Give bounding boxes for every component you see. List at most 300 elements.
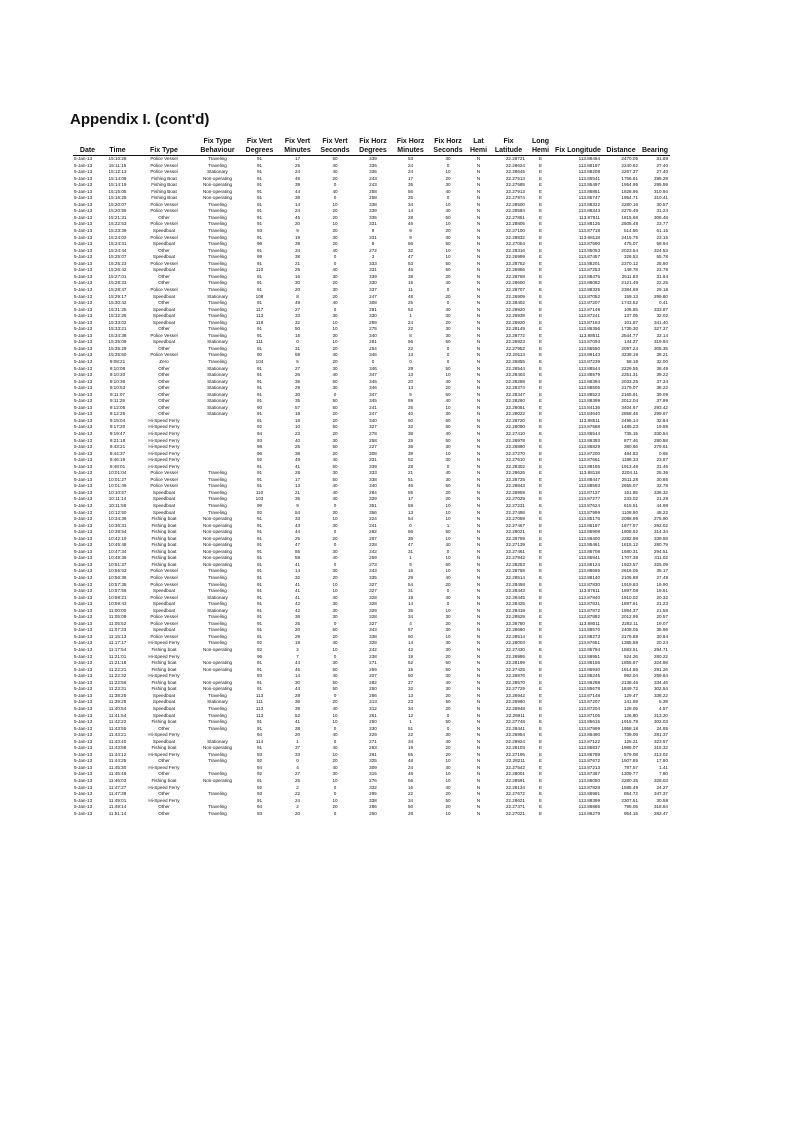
table-cell: 11:45:30 bbox=[108, 764, 127, 770]
table-cell: 30 bbox=[294, 679, 301, 685]
table-cell: 10:45:48 bbox=[108, 542, 127, 548]
table-cell: 286 bbox=[369, 692, 377, 698]
table-cell: 5-Jan-13 bbox=[74, 214, 93, 220]
table-cell: 5-Jan-13 bbox=[74, 516, 93, 522]
table-cell: 50 bbox=[332, 463, 338, 469]
table-row bbox=[73, 182, 670, 189]
table-cell: E bbox=[538, 385, 543, 391]
table-cell: 11:00:00 bbox=[108, 607, 127, 613]
table-cell: 2267.37 bbox=[621, 169, 638, 175]
table-cell: Traveling bbox=[208, 345, 227, 351]
table-cell: 333 bbox=[369, 260, 377, 266]
table-cell: 1808.62 bbox=[621, 529, 638, 535]
table-cell: 281 bbox=[369, 306, 377, 312]
table-cell: 50 bbox=[445, 660, 451, 666]
table-cell: 5-Jan-13 bbox=[74, 640, 93, 646]
table-cell: 91 bbox=[256, 542, 263, 548]
table-cell: 5-Jan-13 bbox=[74, 378, 93, 384]
table-cell: 35.17 bbox=[656, 568, 668, 574]
table-cell: N bbox=[476, 503, 481, 508]
table-cell: 125.21 bbox=[623, 738, 638, 744]
table-cell: 159.13 bbox=[623, 293, 638, 299]
table-cell: 293.42 bbox=[653, 404, 668, 410]
table-cell: Traveling bbox=[208, 751, 227, 757]
table-cell: N bbox=[476, 332, 481, 338]
table-cell: 579.08 bbox=[623, 751, 638, 757]
table-cell: E bbox=[538, 764, 543, 770]
table-cell: 31.64 bbox=[656, 273, 668, 279]
table-cell: 117 bbox=[255, 306, 264, 312]
table-cell: N bbox=[476, 699, 481, 705]
table-cell: 32 bbox=[294, 319, 301, 325]
table-cell: 32.84 bbox=[656, 417, 668, 423]
table-cell: 0 bbox=[446, 162, 450, 168]
table-cell: 1.41 bbox=[659, 764, 668, 770]
table-cell: 113 bbox=[255, 705, 264, 711]
table-row bbox=[73, 647, 670, 654]
table-cell: 22.28090 bbox=[505, 424, 525, 430]
table-cell: 271 bbox=[369, 660, 377, 666]
table-cell: 15:29:17 bbox=[108, 293, 127, 299]
table-cell: 50 bbox=[445, 529, 451, 535]
table-cell: 21 bbox=[294, 489, 301, 495]
table-cell: 21.29 bbox=[656, 496, 668, 502]
table-cell: N bbox=[476, 326, 481, 332]
table-row bbox=[73, 254, 670, 261]
table-cell: Police Vessel bbox=[150, 575, 178, 581]
table-cell: N bbox=[476, 365, 481, 371]
table-cell: 5-Jan-13 bbox=[74, 267, 93, 273]
table-cell: 10:59:43 bbox=[108, 601, 127, 607]
table-cell: Speedboat bbox=[152, 339, 176, 345]
table-cell: 5-Jan-13 bbox=[74, 607, 93, 613]
table-cell: 15:25:23 bbox=[108, 260, 127, 266]
table-cell: 8 bbox=[296, 293, 299, 299]
table-cell: 48 bbox=[407, 293, 414, 299]
table-cell: 11:45:46 bbox=[108, 771, 127, 777]
table-cell: 32 bbox=[407, 686, 414, 692]
table-cell: 113.86400 bbox=[578, 535, 600, 541]
table-cell: N bbox=[476, 568, 481, 574]
table-cell: 91 bbox=[256, 483, 263, 489]
table-cell: 263 bbox=[369, 745, 377, 751]
table-cell: 308 bbox=[369, 300, 377, 306]
table-cell: 50 bbox=[445, 339, 451, 345]
table-cell: 91 bbox=[256, 378, 263, 384]
table-cell: 22 bbox=[407, 326, 414, 332]
table-cell: 1 bbox=[409, 719, 412, 725]
table-cell: 27.49 bbox=[656, 575, 668, 581]
table-cell: N bbox=[476, 666, 481, 672]
table-cell: 258 bbox=[369, 437, 377, 443]
table-cell: 20 bbox=[445, 228, 451, 234]
table-cell: 2138.46 bbox=[621, 679, 638, 685]
table-cell: E bbox=[538, 548, 543, 554]
table-cell: 271 bbox=[369, 738, 377, 744]
table-cell: 113.85245 bbox=[578, 673, 600, 679]
table-cell: 11 bbox=[408, 286, 413, 292]
table-cell: 91 bbox=[256, 516, 263, 522]
table-cell: 40 bbox=[332, 352, 338, 358]
table-cell: 2307.51 bbox=[621, 797, 638, 803]
table-cell: N bbox=[476, 358, 481, 364]
table-cell: Non-operating bbox=[202, 679, 233, 685]
table-cell: 41 bbox=[294, 463, 301, 469]
table-row bbox=[73, 438, 670, 445]
table-cell: Police Vessel bbox=[150, 483, 178, 489]
table-cell: Police Vessel bbox=[150, 332, 178, 338]
table-cell: 5-Jan-13 bbox=[74, 404, 93, 410]
table-row bbox=[73, 608, 670, 615]
table-cell: 50 bbox=[332, 444, 338, 450]
table-cell: 33 bbox=[294, 313, 301, 319]
table-cell: 2280.16 bbox=[621, 201, 638, 207]
table-cell: 22.26954 bbox=[505, 732, 525, 738]
table-cell: 22.27952 bbox=[505, 345, 525, 351]
table-cell: Traveling bbox=[208, 470, 227, 476]
table-cell: 50 bbox=[332, 156, 338, 162]
table-cell: Traveling bbox=[208, 476, 227, 482]
table-cell: E bbox=[538, 535, 543, 541]
table-cell: Traveling bbox=[208, 614, 227, 620]
table-cell: E bbox=[538, 771, 543, 777]
table-cell: N bbox=[476, 476, 481, 482]
table-cell: N bbox=[476, 306, 481, 312]
table-cell: 278 bbox=[369, 430, 377, 436]
table-cell: 20 bbox=[332, 450, 338, 456]
table-cell: N bbox=[476, 345, 481, 351]
table-cell: 5-Jan-13 bbox=[74, 614, 93, 620]
table-cell: 29 bbox=[294, 633, 301, 639]
table-cell: E bbox=[538, 156, 543, 162]
table-cell: 36 bbox=[294, 614, 301, 620]
table-cell: 13 bbox=[407, 385, 414, 391]
table-cell: 11:43:58 bbox=[108, 745, 127, 751]
table-cell: 29 bbox=[407, 365, 414, 371]
table-cell: 20 bbox=[332, 345, 338, 351]
table-cell: 30 bbox=[445, 313, 451, 319]
table-cell: 23.87 bbox=[656, 457, 668, 463]
table-cell: 31 bbox=[407, 548, 414, 554]
table-cell: Police Vessel bbox=[150, 568, 178, 574]
table-cell: 2229.55 bbox=[621, 365, 638, 371]
table-cell: E bbox=[538, 470, 543, 476]
table-cell: 50 bbox=[445, 561, 451, 567]
table-cell: E bbox=[538, 195, 543, 201]
table-cell: 299.67 bbox=[653, 411, 668, 417]
table-cell: 46 bbox=[407, 267, 414, 273]
table-cell: Stationary bbox=[207, 738, 228, 744]
table-cell: 615.51 bbox=[623, 503, 638, 508]
table-cell: Other bbox=[158, 345, 170, 351]
table-cell: N bbox=[476, 719, 481, 725]
table-row bbox=[73, 555, 670, 562]
table-cell: 24.27 bbox=[656, 784, 668, 790]
table-cell: 113.85930 bbox=[578, 666, 600, 672]
table-cell: 20 bbox=[332, 241, 338, 247]
table-cell: 5-Jan-13 bbox=[74, 712, 93, 718]
table-cell: 347 bbox=[369, 372, 377, 378]
table-cell: 22.26909 bbox=[505, 293, 525, 299]
table-cell: N bbox=[476, 483, 481, 489]
table-cell: Other bbox=[158, 385, 170, 391]
table-cell: Fishing boat bbox=[151, 542, 177, 548]
table-cell: 312 bbox=[369, 705, 377, 711]
table-cell: 272 bbox=[369, 247, 377, 253]
table-cell: 91 bbox=[256, 365, 263, 371]
table-cell: 5-Jan-13 bbox=[74, 561, 93, 567]
table-cell: 22.27270 bbox=[505, 450, 525, 456]
table-cell: 484.83 bbox=[623, 450, 638, 456]
table-cell: 22.27059 bbox=[505, 516, 525, 522]
table-cell: 5-Jan-13 bbox=[74, 365, 93, 371]
table-cell: 380.66 bbox=[623, 444, 638, 450]
table-cell: 91 bbox=[256, 286, 263, 292]
table-cell: 0 bbox=[333, 542, 337, 548]
table-cell: 5-Jan-13 bbox=[74, 535, 93, 541]
table-cell: 9 bbox=[409, 228, 412, 234]
table-row bbox=[73, 588, 670, 595]
table-cell: 10 bbox=[332, 719, 338, 725]
column-header: Fix Vert Degrees bbox=[240, 136, 279, 156]
table-cell: Other bbox=[158, 365, 170, 371]
table-cell: 39 bbox=[294, 182, 301, 188]
table-cell: 15:11:15 bbox=[108, 162, 127, 168]
table-cell: 514.56 bbox=[623, 228, 638, 234]
table-cell: 259 bbox=[369, 555, 377, 561]
table-cell: 40 bbox=[332, 705, 338, 711]
table-cell: 327 bbox=[369, 581, 377, 587]
table-cell: Speedboat bbox=[152, 601, 176, 607]
table-cell: 22.27021 bbox=[505, 810, 525, 816]
table-cell: N bbox=[476, 758, 481, 764]
table-cell: 323.57 bbox=[653, 738, 668, 744]
table-cell: 20 bbox=[445, 692, 451, 698]
table-cell: 113.88570 bbox=[578, 627, 600, 633]
table-cell: 5-Jan-13 bbox=[74, 771, 93, 777]
table-row bbox=[73, 352, 670, 359]
table-cell: N bbox=[476, 470, 481, 476]
table-cell: N bbox=[476, 254, 481, 260]
table-cell: 22.28443 bbox=[505, 588, 525, 594]
table-cell: 1766.61 bbox=[621, 175, 638, 181]
table-cell: 15:35:09 bbox=[108, 339, 127, 345]
table-cell: 340 bbox=[369, 332, 377, 338]
column-header: Fix Horz Degrees bbox=[354, 136, 392, 156]
table-cell: E bbox=[538, 463, 543, 469]
table-cell: 5-Jan-13 bbox=[74, 201, 93, 207]
table-cell: 324.88 bbox=[653, 660, 668, 666]
table-cell: Other bbox=[158, 378, 170, 384]
table-row bbox=[73, 346, 670, 353]
table-cell: 113.87239 bbox=[578, 358, 600, 364]
table-cell: N bbox=[476, 417, 481, 423]
table-cell: 347.37 bbox=[653, 791, 668, 797]
table-cell: 50 bbox=[332, 404, 338, 410]
table-cell: 113.87811 bbox=[578, 588, 600, 594]
table-cell: 30 bbox=[332, 568, 338, 574]
table-cell: 113.85837 bbox=[578, 745, 600, 751]
table-cell: 35 bbox=[294, 378, 301, 384]
table-cell: 50 bbox=[445, 424, 451, 430]
table-cell: Other bbox=[158, 411, 170, 417]
table-cell: Non-operating bbox=[202, 561, 233, 567]
table-cell: 52 bbox=[407, 457, 414, 463]
table-cell: 22.27425 bbox=[505, 666, 525, 672]
table-cell: 11:44:25 bbox=[108, 758, 127, 764]
table-cell: 11:49:01 bbox=[108, 797, 127, 803]
table-cell: 40 bbox=[445, 208, 451, 214]
table-cell: 30 bbox=[332, 601, 338, 607]
table-cell: 39.09 bbox=[656, 391, 668, 397]
table-cell: 15:34:38 bbox=[108, 332, 127, 338]
table-cell: 113.87999 bbox=[578, 509, 600, 515]
table-cell: 47 bbox=[407, 254, 414, 260]
table-cell: 10:55:53 bbox=[108, 568, 127, 574]
table-cell: 4 bbox=[296, 764, 299, 770]
table-cell: 92 bbox=[256, 784, 263, 790]
table-cell: Traveling bbox=[208, 712, 227, 718]
table-cell: 325 bbox=[369, 758, 377, 764]
table-cell: 10 bbox=[445, 450, 451, 456]
table-cell: 40 bbox=[445, 398, 451, 404]
table-cell: 91 bbox=[256, 411, 263, 417]
table-cell: 10:51:37 bbox=[108, 561, 127, 567]
table-cell: 0 bbox=[333, 791, 337, 797]
table-cell: 339 bbox=[369, 208, 377, 214]
table-cell: E bbox=[538, 509, 543, 515]
table-cell: 41 bbox=[294, 588, 301, 594]
table-cell: 294.71 bbox=[653, 647, 668, 653]
table-cell: 30 bbox=[332, 614, 338, 620]
table-cell: 10:34:36 bbox=[108, 516, 127, 522]
table-cell: 22.26939 bbox=[505, 313, 525, 319]
table-cell: 54 bbox=[294, 509, 301, 515]
table-cell: Other bbox=[158, 280, 170, 286]
table-cell: Hi-Speed Ferry bbox=[148, 437, 180, 443]
table-cell: Police Vessel bbox=[150, 162, 178, 168]
table-cell: 15 bbox=[407, 280, 414, 286]
table-cell: 292.02 bbox=[653, 522, 668, 528]
table-cell: 5-Jan-13 bbox=[74, 444, 93, 450]
table-cell: 1958.18 bbox=[621, 725, 638, 731]
table-cell: 2415.75 bbox=[621, 234, 638, 240]
table-cell: 10:11:58 bbox=[108, 503, 127, 508]
table-cell: Speedboat bbox=[152, 293, 176, 299]
table-cell: 38 bbox=[294, 725, 301, 731]
table-cell: N bbox=[476, 725, 481, 731]
table-cell: 20 bbox=[445, 273, 451, 279]
table-cell: 94 bbox=[256, 764, 263, 770]
table-cell: 0 bbox=[333, 503, 337, 508]
table-cell: Fishing boat bbox=[151, 719, 177, 725]
table-cell: 33 bbox=[294, 516, 301, 522]
table-cell: 9 bbox=[296, 503, 299, 508]
table-cell: 91 bbox=[256, 725, 263, 731]
table-cell: 10:10:57 bbox=[108, 489, 127, 495]
table-cell: 40 bbox=[332, 640, 338, 646]
table-cell: 92 bbox=[256, 640, 263, 646]
table-cell: 50 bbox=[445, 699, 451, 705]
table-cell: 10 bbox=[445, 516, 451, 522]
table-cell: 10 bbox=[445, 372, 451, 378]
table-cell: Fishing boat bbox=[151, 777, 177, 783]
table-cell: 15:20:55 bbox=[108, 208, 127, 214]
table-cell: 22 bbox=[407, 791, 414, 797]
table-cell: 20 bbox=[445, 620, 451, 626]
table-cell: Non-operating bbox=[202, 686, 233, 692]
table-cell: E bbox=[538, 300, 543, 306]
table-cell: N bbox=[476, 784, 481, 790]
table-row bbox=[73, 385, 670, 392]
table-cell: 5-Jan-13 bbox=[74, 705, 93, 711]
table-cell: 0 bbox=[446, 588, 450, 594]
table-cell: 50 bbox=[332, 424, 338, 430]
table-cell: E bbox=[538, 797, 543, 803]
table-cell: Other bbox=[158, 247, 170, 253]
table-cell: 23 bbox=[294, 430, 301, 436]
table-cell: 337 bbox=[369, 286, 377, 292]
table-cell: 15:32:26 bbox=[108, 313, 127, 319]
table-row bbox=[73, 758, 670, 765]
table-cell: 475.07 bbox=[623, 241, 638, 247]
table-cell: 30 bbox=[445, 444, 451, 450]
table-cell: 324.53 bbox=[653, 247, 668, 253]
table-cell: N bbox=[476, 705, 481, 711]
table-cell: 50 bbox=[407, 417, 414, 423]
table-cell: N bbox=[476, 607, 481, 613]
table-cell: 44 bbox=[294, 686, 301, 692]
table-cell: 30 bbox=[445, 476, 451, 482]
table-cell: 5-Jan-13 bbox=[74, 273, 93, 279]
table-cell: 40 bbox=[332, 169, 338, 175]
table-cell: N bbox=[476, 777, 481, 783]
table-cell: 20 bbox=[294, 221, 301, 227]
table-cell: 91 bbox=[256, 182, 263, 188]
table-cell: E bbox=[538, 529, 543, 535]
table-cell: 20 bbox=[332, 633, 338, 639]
table-cell: N bbox=[476, 444, 481, 450]
table-cell: E bbox=[538, 496, 543, 502]
table-cell: 22.28529 bbox=[505, 614, 525, 620]
table-cell: 22.28584 bbox=[505, 208, 525, 214]
table-cell: 20 bbox=[445, 745, 451, 751]
table-cell: E bbox=[538, 738, 543, 744]
table-cell: 40 bbox=[445, 764, 451, 770]
table-cell: 261 bbox=[369, 751, 377, 757]
table-cell: 343 bbox=[369, 627, 377, 633]
table-cell: 35 bbox=[407, 535, 414, 541]
table-cell: 11:43:55 bbox=[108, 725, 127, 731]
table-cell: 10 bbox=[332, 712, 338, 718]
table-cell: 22.28514 bbox=[505, 575, 525, 581]
table-body bbox=[73, 156, 670, 818]
table-cell: 11:43:40 bbox=[108, 738, 127, 744]
table-cell: Police Vessel bbox=[150, 221, 178, 227]
table-cell: N bbox=[476, 208, 481, 214]
table-cell: Speedboat bbox=[152, 496, 176, 502]
table-cell: N bbox=[476, 764, 481, 770]
table-cell: 19.88 bbox=[656, 424, 668, 430]
table-cell: 0 bbox=[446, 725, 450, 731]
table-cell: 11:21:18 bbox=[108, 660, 127, 666]
table-row bbox=[73, 195, 670, 202]
table-cell: 22.28624 bbox=[505, 162, 525, 168]
table-cell: 1485.23 bbox=[621, 424, 638, 430]
table-row bbox=[73, 405, 670, 412]
table-cell: 38 bbox=[407, 430, 414, 436]
table-cell: 242 bbox=[369, 647, 377, 653]
